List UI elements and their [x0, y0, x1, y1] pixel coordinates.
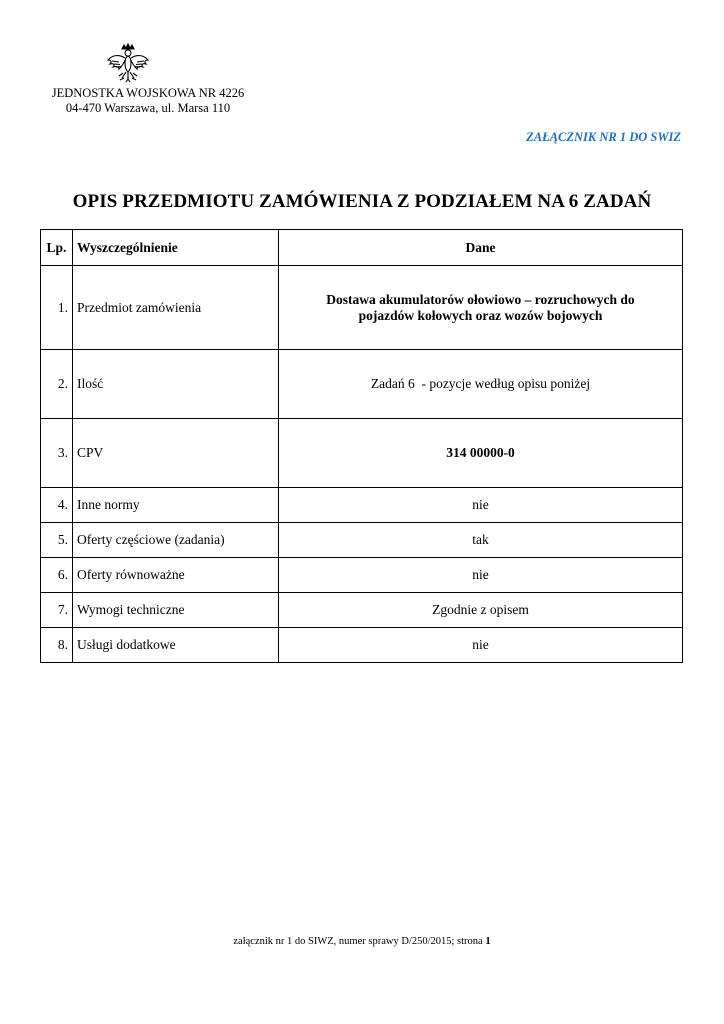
row-value: nie	[279, 628, 683, 663]
table-row	[41, 523, 683, 558]
document-title: OPIS PRZEDMIOTU ZAMÓWIENIA Z PODZIAŁEM NA 6 ZADAŃ	[72, 191, 652, 212]
row-item: CPV	[73, 419, 279, 488]
table-row	[41, 488, 683, 523]
row-lp: 6.	[41, 558, 73, 593]
org-address: 04-470 Warszawa, ul. Marsa 110	[65, 100, 231, 115]
table-row	[41, 593, 683, 628]
table-row	[41, 628, 683, 663]
row-value: nie	[279, 558, 683, 593]
row-value: tak	[279, 523, 683, 558]
organization-header	[20, 86, 276, 115]
row-item: Usługi dodatkowe	[73, 628, 279, 663]
specification-table	[40, 229, 683, 663]
row-lp: 8.	[41, 628, 73, 663]
row-lp: 4.	[41, 488, 73, 523]
footer-page-number: 1	[485, 936, 491, 947]
row-value: 314 00000-0	[279, 419, 683, 488]
org-name: JEDNOSTKA WOJSKOWA NR 4226	[51, 86, 245, 100]
row-value: Zgodnie z opisem	[279, 593, 683, 628]
eagle-emblem-icon	[106, 42, 150, 86]
table-row	[41, 350, 683, 419]
row-value: nie	[279, 488, 683, 523]
page-footer	[0, 936, 724, 947]
row-item: Oferty równoważne	[73, 558, 279, 593]
header-item: Wyszczególnienie	[73, 230, 279, 266]
row-lp: 7.	[41, 593, 73, 628]
row-lp: 5.	[41, 523, 73, 558]
row-value: Zadań 6 - pozycje według opisu poniżej	[279, 350, 683, 419]
footer-text: załącznik nr 1 do SIWZ, numer sprawy D/250/2015; strona	[233, 936, 486, 947]
row-lp: 2.	[41, 350, 73, 419]
row-item: Inne normy	[73, 488, 279, 523]
table-header-row	[41, 230, 683, 266]
row-lp: 1.	[41, 266, 73, 350]
row-item: Wymogi techniczne	[73, 593, 279, 628]
row-value: Dostawa akumulatorów ołowiowo – rozruchowych do pojazdów kołowych oraz wozów bojowych	[279, 266, 683, 350]
table-row	[41, 266, 683, 350]
row-item: Oferty częściowe (zadania)	[73, 523, 279, 558]
row-lp: 3.	[41, 419, 73, 488]
header-lp: Lp.	[41, 230, 73, 266]
header-value: Dane	[279, 230, 683, 266]
row-item: Ilość	[73, 350, 279, 419]
attachment-label: ZAŁĄCZNIK NR 1 DO SWIZ	[526, 130, 681, 144]
table-row	[41, 558, 683, 593]
table-row	[41, 419, 683, 488]
row-item: Przedmiot zamówienia	[73, 266, 279, 350]
